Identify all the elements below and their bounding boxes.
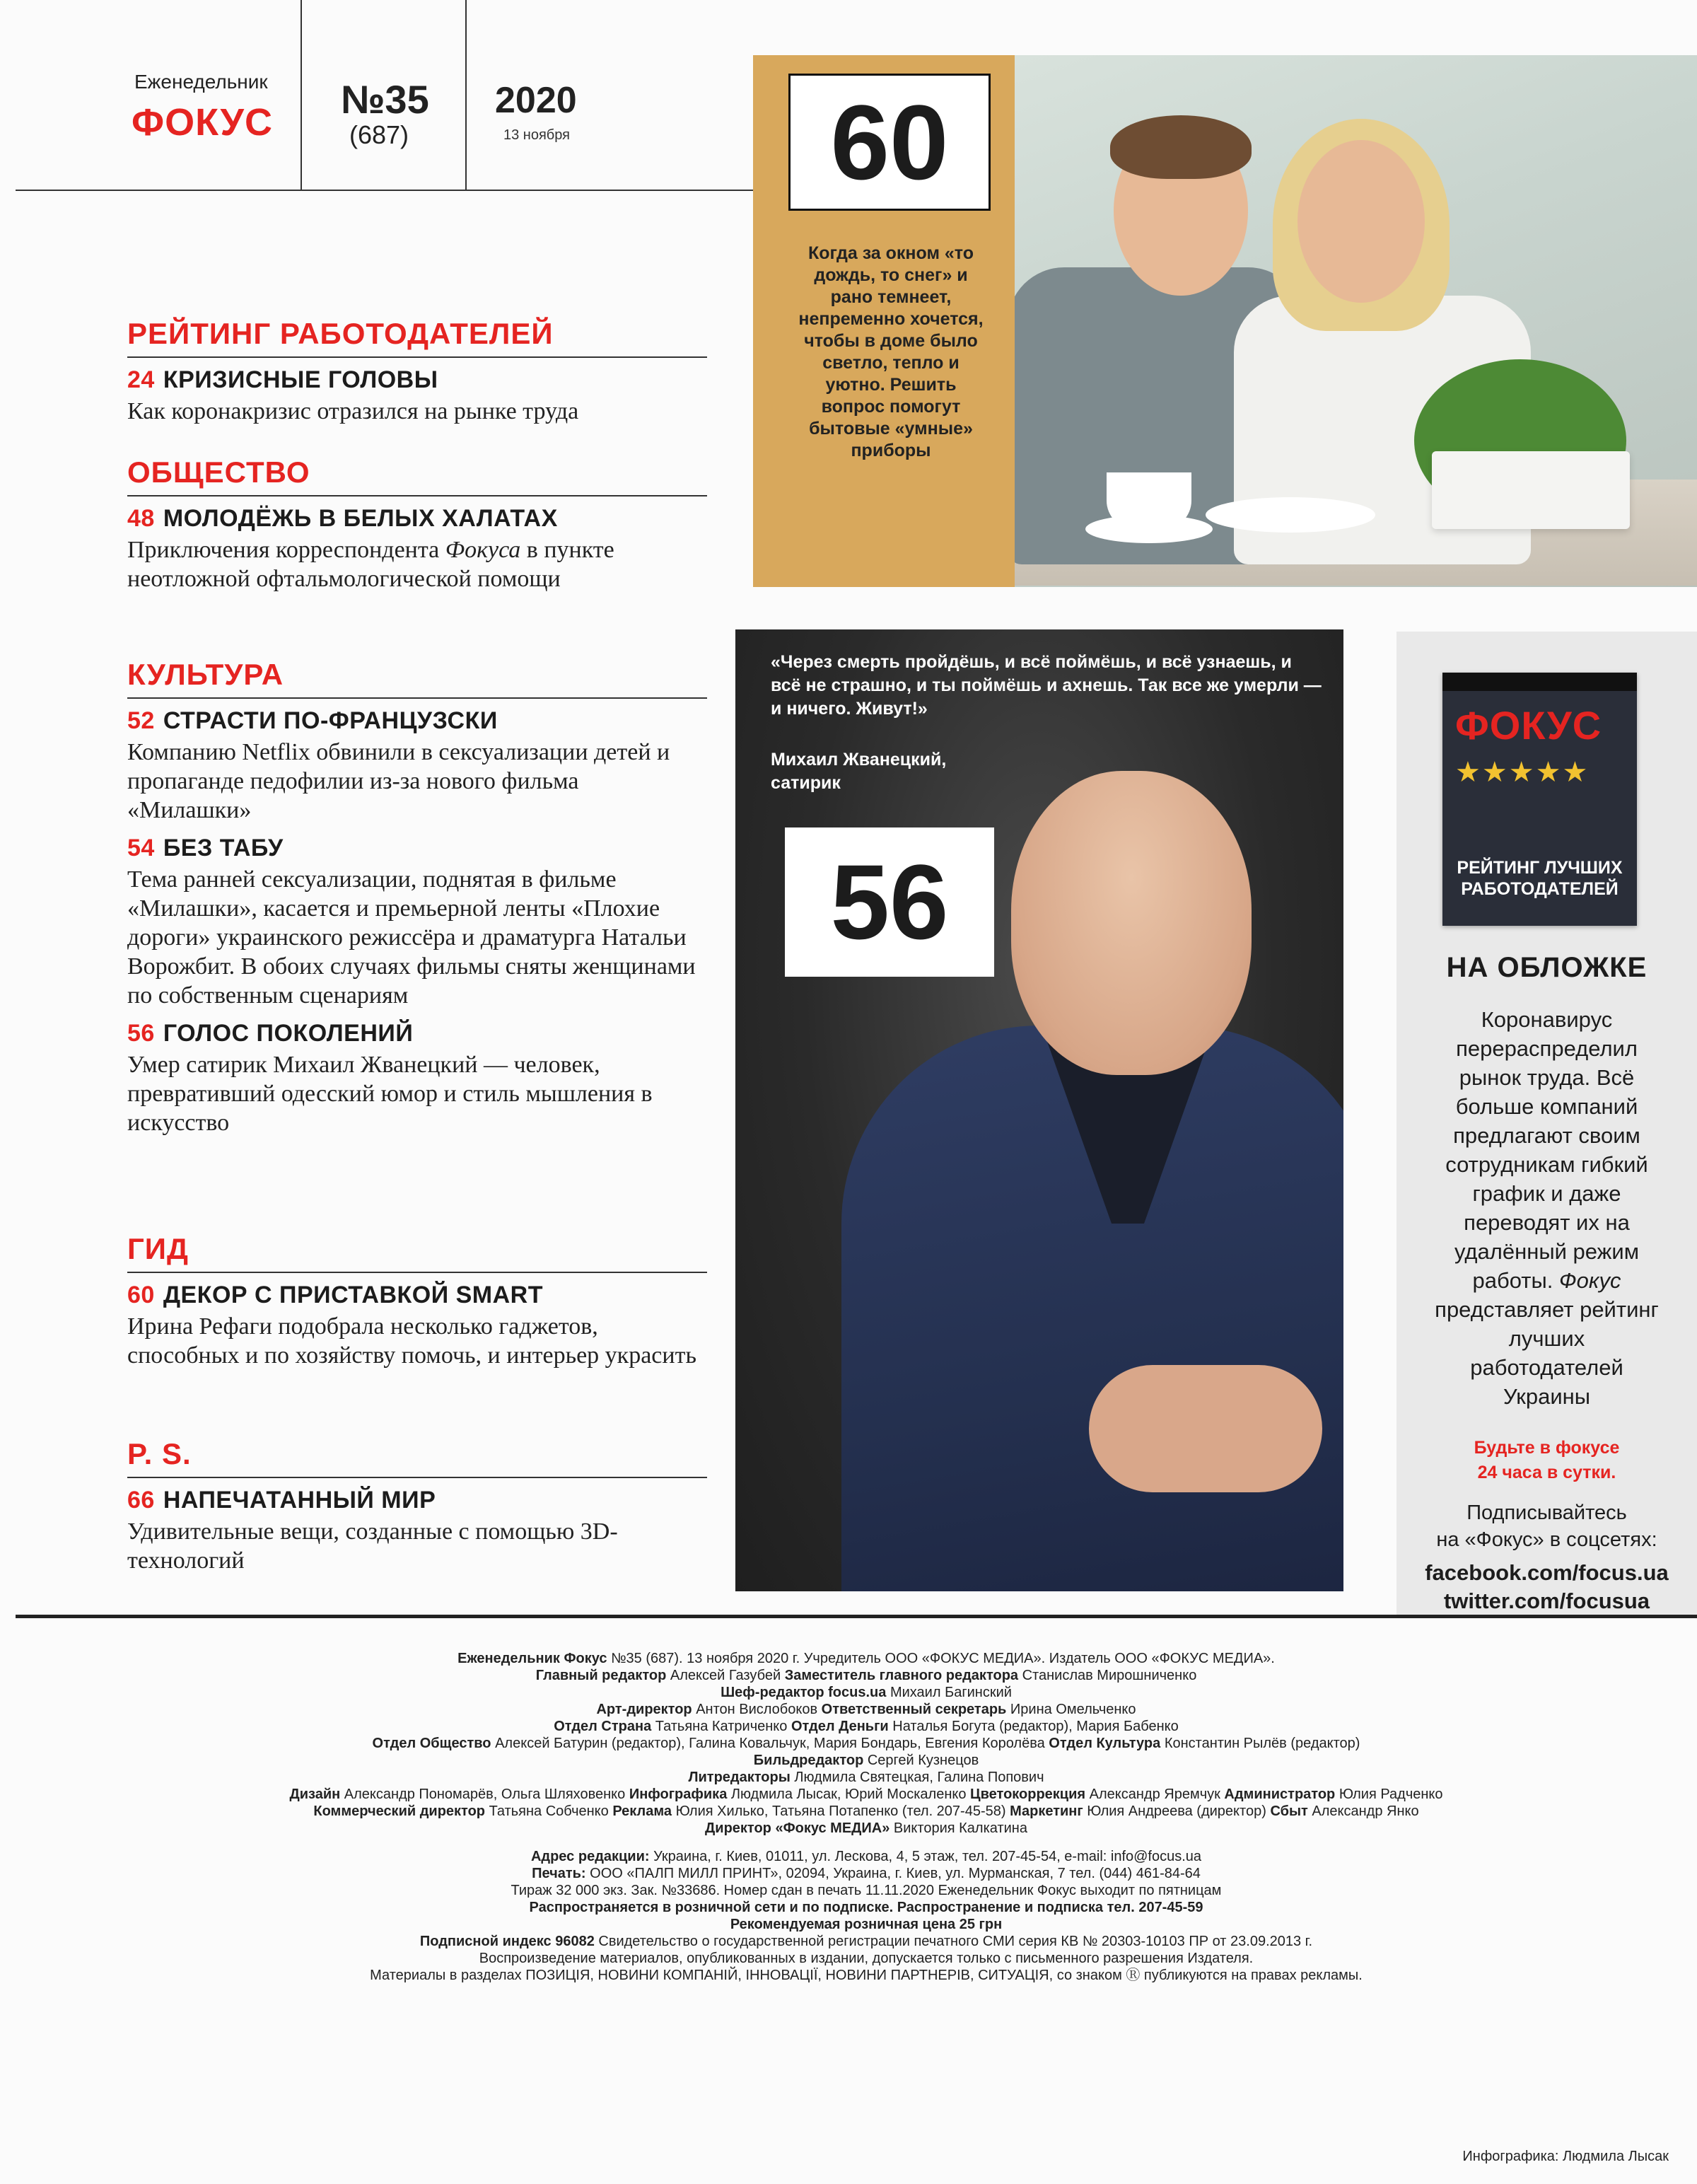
- imprint-line: [212, 1950, 1520, 1967]
- imprint-value: Людмила Лысак, Юрий Москаленко: [730, 1787, 971, 1802]
- imprint-line: [212, 1865, 1520, 1882]
- imprint-value: Свидетельство о государственной регистрации печатного СМИ серия КВ № 20303-10103 ПР от 23.09.2013 г.: [598, 1934, 1313, 1949]
- promo-line: 24 часа в сутки.: [1477, 1463, 1616, 1482]
- on-cover-text-part: представляет рейтинг лучших работодателей Украины: [1435, 1297, 1659, 1409]
- issue-number: №35: [341, 77, 429, 122]
- imprint-value: Наталья Богута (редактор), Мария Бабенко: [892, 1719, 1179, 1734]
- imprint-label: Подписной индекс 96082: [419, 1934, 599, 1949]
- issue-year: 2020: [495, 80, 577, 121]
- entry-description: Удивительные вещи, созданные с помощью 3D-технологий: [127, 1518, 618, 1574]
- toc-entry[interactable]: [127, 835, 707, 1010]
- imprint-label: Распространяется в розничной сети и по подписке. Распространение и подписка тел. 207-45-59: [529, 1900, 1203, 1915]
- subscribe-line: Подписывайтесь: [1466, 1502, 1627, 1524]
- imprint-value: Воспроизведение материалов, опубликованных в издании, допускается только с письменного разрешения Издателя.: [479, 1951, 1254, 1966]
- imprint-label: Дизайн: [289, 1787, 344, 1802]
- masthead-weekly: Еженедельник: [134, 71, 268, 93]
- imprint-label: Бильдредактор: [753, 1753, 868, 1768]
- toc-section: [127, 317, 707, 426]
- masthead-divider: [301, 0, 302, 191]
- cover-headline: РЕЙТИНГ ЛУЧШИХ: [1457, 858, 1623, 878]
- smart-garden-pot: [1432, 451, 1630, 529]
- toc-entry[interactable]: [127, 1487, 707, 1575]
- star-rating-icon: ★★★★★: [1455, 757, 1590, 788]
- imprint-label: Коммерческий директор: [313, 1803, 489, 1819]
- entry-page: 52: [127, 707, 155, 734]
- toc-entry[interactable]: [127, 1020, 707, 1137]
- entry-description-part: Приключения корреспондента: [127, 537, 445, 563]
- imprint-divider: [16, 1615, 1697, 1618]
- imprint-line: [212, 1933, 1520, 1950]
- teaser-60-page-number: 60: [788, 74, 991, 211]
- imprint-label: Шеф-редактор focus.ua: [721, 1685, 890, 1700]
- imprint-label: Директор «Фокус МЕДИА»: [705, 1820, 894, 1836]
- masthead-rule: [16, 190, 753, 191]
- entry-title-text: МОЛОДЁЖЬ В БЕЛЫХ ХАЛАТАХ: [163, 505, 558, 532]
- imprint-line: [212, 1769, 1520, 1786]
- imprint-value: Юлия Андреева (директор): [1087, 1803, 1271, 1819]
- on-cover-heading: НА ОБЛОЖКЕ: [1446, 952, 1648, 983]
- woman-head: [1297, 140, 1425, 303]
- imprint-value: Юлия Хилько, Татьяна Потапенко (тел. 207-45-58): [675, 1803, 1010, 1819]
- imprint-line: [212, 1899, 1520, 1916]
- entry-description: Тема ранней сексуализации, поднятая в фильме «Милашки», касается и премьерной ленты «Плохие дороги» украинского режиссёра и драматурга Натальи Ворожбит. В обоих случаях фильмы сняты женщинами по собственным сценариям: [127, 866, 696, 1009]
- teaser-56-page-number: 56: [785, 827, 994, 977]
- imprint-line: [212, 1916, 1520, 1933]
- cover-sidebar: [1396, 632, 1697, 1615]
- teaser-60-photo[interactable]: [753, 55, 1697, 587]
- imprint-value: Ирина Омельченко: [1010, 1702, 1136, 1717]
- imprint-line: [212, 1752, 1520, 1769]
- entry-page: 56: [127, 1020, 155, 1047]
- teaser-60-caption: Когда за окном «то дождь, то снег» и рано темнеет, непременно хочется, чтобы в доме было светло, тепло и уютно. Решить вопрос помогут бытовые «умные» приборы: [798, 243, 984, 460]
- entry-title: [127, 505, 707, 533]
- entry-description: Умер сатирик Михаил Жванецкий — человек, превративший одесский юмор и стиль мышления в искусство: [127, 1052, 653, 1136]
- imprint-value: Людмила Святецкая, Галина Попович: [794, 1770, 1044, 1785]
- imprint-label: Отдел Культура: [1049, 1736, 1165, 1751]
- imprint-line: [212, 1667, 1520, 1684]
- man-hair: [1110, 115, 1252, 179]
- imprint-label: Администратор: [1224, 1787, 1339, 1802]
- teaser-56-author: [771, 748, 946, 795]
- toc-entry[interactable]: [127, 366, 707, 426]
- infographic-credit: Инфографика: Людмила Лысак: [1462, 2149, 1669, 2164]
- toc-entry[interactable]: [127, 707, 707, 825]
- imprint-value: ООО «ПАЛП МИЛЛ ПРИНТ», 02094, Украина, г. Киев, ул. Мурманская, 7 тел. (044) 461-84-64: [590, 1866, 1201, 1881]
- imprint-label: Арт-директор: [596, 1702, 696, 1717]
- teaser-56-quote: «Через смерть пройдёшь, и всё поймёшь, и всё узнаешь, и всё не страшно, и ты поймёшь и ахнешь. Так все же умерли — и ничего. Живут!»: [771, 652, 1322, 719]
- section-heading: ОБЩЕСТВО: [127, 455, 707, 496]
- entry-page: 24: [127, 366, 155, 393]
- imprint-label: Отдел Общество: [372, 1736, 496, 1751]
- toc-section: [127, 1232, 707, 1370]
- section-heading: P. S.: [127, 1437, 707, 1478]
- on-cover-text: [1432, 1005, 1662, 1411]
- imprint-label: Отдел Страна: [554, 1719, 655, 1734]
- imprint-label: Еженедельник Фокус: [457, 1651, 612, 1666]
- facebook-link[interactable]: facebook.com/focus.ua: [1425, 1560, 1669, 1585]
- entry-description: [127, 535, 707, 593]
- cover-top-strip: [1442, 673, 1637, 691]
- imprint: [212, 1650, 1520, 1984]
- subscribe-line: на «Фокус» в соцсетях:: [1436, 1528, 1657, 1551]
- entry-title-text: ДЕКОР С ПРИСТАВКОЙ SMART: [163, 1282, 544, 1308]
- imprint-line: [212, 1735, 1520, 1752]
- imprint-line: [212, 1803, 1520, 1820]
- entry-title: [127, 1282, 707, 1309]
- imprint-line: [212, 1684, 1520, 1701]
- entry-title-text: ГОЛОС ПОКОЛЕНИЙ: [163, 1020, 414, 1047]
- hand-on-chest: [1089, 1365, 1322, 1492]
- imprint-value: Сергей Кузнецов: [867, 1753, 979, 1768]
- imprint-value: Алексей Батурин (редактор), Галина Ковальчук, Мария Бондарь, Евгения Королёва: [495, 1736, 1049, 1751]
- toc-section: [127, 455, 707, 593]
- cover-headline: РАБОТОДАТЕЛЕЙ: [1461, 879, 1619, 899]
- imprint-value: Алексей Газубей: [670, 1668, 785, 1683]
- imprint-line: [212, 1848, 1520, 1865]
- entry-page: 66: [127, 1487, 155, 1514]
- entry-description-part: в пункте неотложной офтальмологической помощи: [127, 537, 614, 592]
- section-heading: РЕЙТИНГ РАБОТОДАТЕЛЕЙ: [127, 317, 707, 358]
- imprint-value: Станислав Мирошниченко: [1022, 1668, 1197, 1683]
- entry-page: 54: [127, 835, 155, 861]
- imprint-label: Сбыт: [1270, 1803, 1312, 1819]
- toc-entry[interactable]: [127, 505, 707, 593]
- imprint-line: [212, 1650, 1520, 1667]
- author-name: Михаил Жванецкий,: [771, 750, 947, 769]
- entry-title: [127, 707, 707, 735]
- imprint-value: Юлия Радченко: [1339, 1787, 1443, 1802]
- portrait-head: [1011, 771, 1252, 1075]
- imprint-value: Антон Вислобоков: [696, 1702, 822, 1717]
- imprint-value: Александр Янко: [1312, 1803, 1419, 1819]
- imprint-value: Татьяна Катриченко: [655, 1719, 791, 1734]
- cover-brand-logo: ФОКУС: [1455, 703, 1602, 748]
- imprint-label: Маркетинг: [1010, 1803, 1087, 1819]
- imprint-line: [212, 1967, 1520, 1984]
- imprint-label: Рекомендуемая розничная цена 25 грн: [730, 1917, 1003, 1932]
- twitter-link[interactable]: twitter.com/focusua: [1443, 1588, 1650, 1613]
- entry-title: [127, 1020, 707, 1047]
- imprint-label: Печать:: [532, 1866, 590, 1881]
- dessert-plate: [1206, 497, 1375, 533]
- entry-title-text: КРИЗИСНЫЕ ГОЛОВЫ: [163, 366, 438, 393]
- toc-section: [127, 1437, 707, 1575]
- on-cover-magazine: Фокус: [1558, 1268, 1621, 1293]
- imprint-value: Александр Яремчук: [1089, 1787, 1225, 1802]
- imprint-label: Адрес редакции:: [530, 1849, 654, 1864]
- promo-line: Будьте в фокусе: [1474, 1438, 1620, 1458]
- issue-total: (687): [349, 120, 409, 149]
- imprint-label: Реклама: [612, 1803, 676, 1819]
- cover-thumbnail[interactable]: [1442, 673, 1637, 926]
- imprint-line: [212, 1820, 1520, 1837]
- imprint-label: Ответственный секретарь: [821, 1702, 1010, 1717]
- imprint-label: Отдел Деньги: [791, 1719, 893, 1734]
- coffee-cup: [1107, 472, 1191, 529]
- imprint-value: Михаил Багинский: [890, 1685, 1012, 1700]
- imprint-value: Виктория Калкатина: [893, 1820, 1027, 1836]
- imprint-value: Константин Рылёв (редактор): [1164, 1736, 1360, 1751]
- imprint-value: Александр Пономарёв, Ольга Шляховенко: [344, 1787, 629, 1802]
- imprint-value: Украина, г. Киев, 01011, ул. Лескова, 4, 5 этаж, тел. 207-45-54, e-mail: info@focus.ua: [653, 1849, 1202, 1864]
- entry-title-text: НАПЕЧАТАННЫЙ МИР: [163, 1487, 436, 1514]
- imprint-label: Заместитель главного редактора: [784, 1668, 1022, 1683]
- entry-description-magazine: Фокуса: [445, 537, 521, 563]
- entry-title: [127, 366, 707, 394]
- section-heading: ГИД: [127, 1232, 707, 1273]
- section-heading: КУЛЬТУРА: [127, 658, 707, 699]
- imprint-label: Главный редактор: [535, 1668, 670, 1683]
- teaser-56-photo[interactable]: [735, 629, 1343, 1591]
- imprint-value: Татьяна Собченко: [489, 1803, 613, 1819]
- imprint-label: Цветокоррекция: [970, 1787, 1090, 1802]
- entry-title: [127, 835, 707, 862]
- entry-description: Компанию Netflix обвинили в сексуализации детей и пропаганде педофилии из-за нового фильма «Милашки»: [127, 739, 670, 823]
- imprint-label: Литредакторы: [688, 1770, 795, 1785]
- imprint-line: [212, 1882, 1520, 1899]
- imprint-value: Материалы в разделах ПОЗИЦІЯ, НОВИНИ КОМПАНІЙ, ІННОВАЦІЇ, НОВИНИ ПАРТНЕРІВ, СИТУАЦІЯ, со знаком Ⓡ публикуются на правах рекламы.: [370, 1968, 1363, 1983]
- imprint-line: [212, 1837, 1520, 1848]
- imprint-line: [212, 1786, 1520, 1803]
- imprint-line: [212, 1718, 1520, 1735]
- entry-description: Ирина Рефаги подобрала несколько гаджетов, способных и по хозяйству помочь, и интерьер украсить: [127, 1313, 696, 1369]
- imprint-label: Инфографика: [629, 1787, 731, 1802]
- entry-title-text: СТРАСТИ ПО-ФРАНЦУЗСКИ: [163, 707, 498, 734]
- masthead-divider: [465, 0, 467, 191]
- entry-page: 48: [127, 505, 155, 532]
- entry-title: [127, 1487, 707, 1514]
- toc-section: [127, 658, 707, 1137]
- entry-description: Как коронакризис отразился на рынке труда: [127, 398, 579, 424]
- imprint-line: [212, 1701, 1520, 1718]
- issue-date: 13 ноября: [503, 127, 570, 143]
- entry-title-text: БЕЗ ТАБУ: [163, 835, 284, 861]
- imprint-value: №35 (687). 13 ноября 2020 г. Учредитель ООО «ФОКУС МЕДИА». Издатель ООО «ФОКУС МЕДИА».: [611, 1651, 1275, 1666]
- entry-page: 60: [127, 1282, 155, 1308]
- toc-entry[interactable]: [127, 1282, 707, 1370]
- author-role: сатирик: [771, 773, 841, 793]
- on-cover-text-part: Коронавирус перераспределил рынок труда. Всё больше компаний предлагают своим сотрудникам гибкий график и даже переводят их на удалённый режим работы.: [1445, 1007, 1648, 1293]
- imprint-value: Тираж 32 000 экз. Зак. №33686. Номер сдан в печать 11.11.2020 Еженедельник Фокус выходит по пятницам: [511, 1883, 1222, 1898]
- masthead-brand-logo: ФОКУС: [132, 101, 273, 144]
